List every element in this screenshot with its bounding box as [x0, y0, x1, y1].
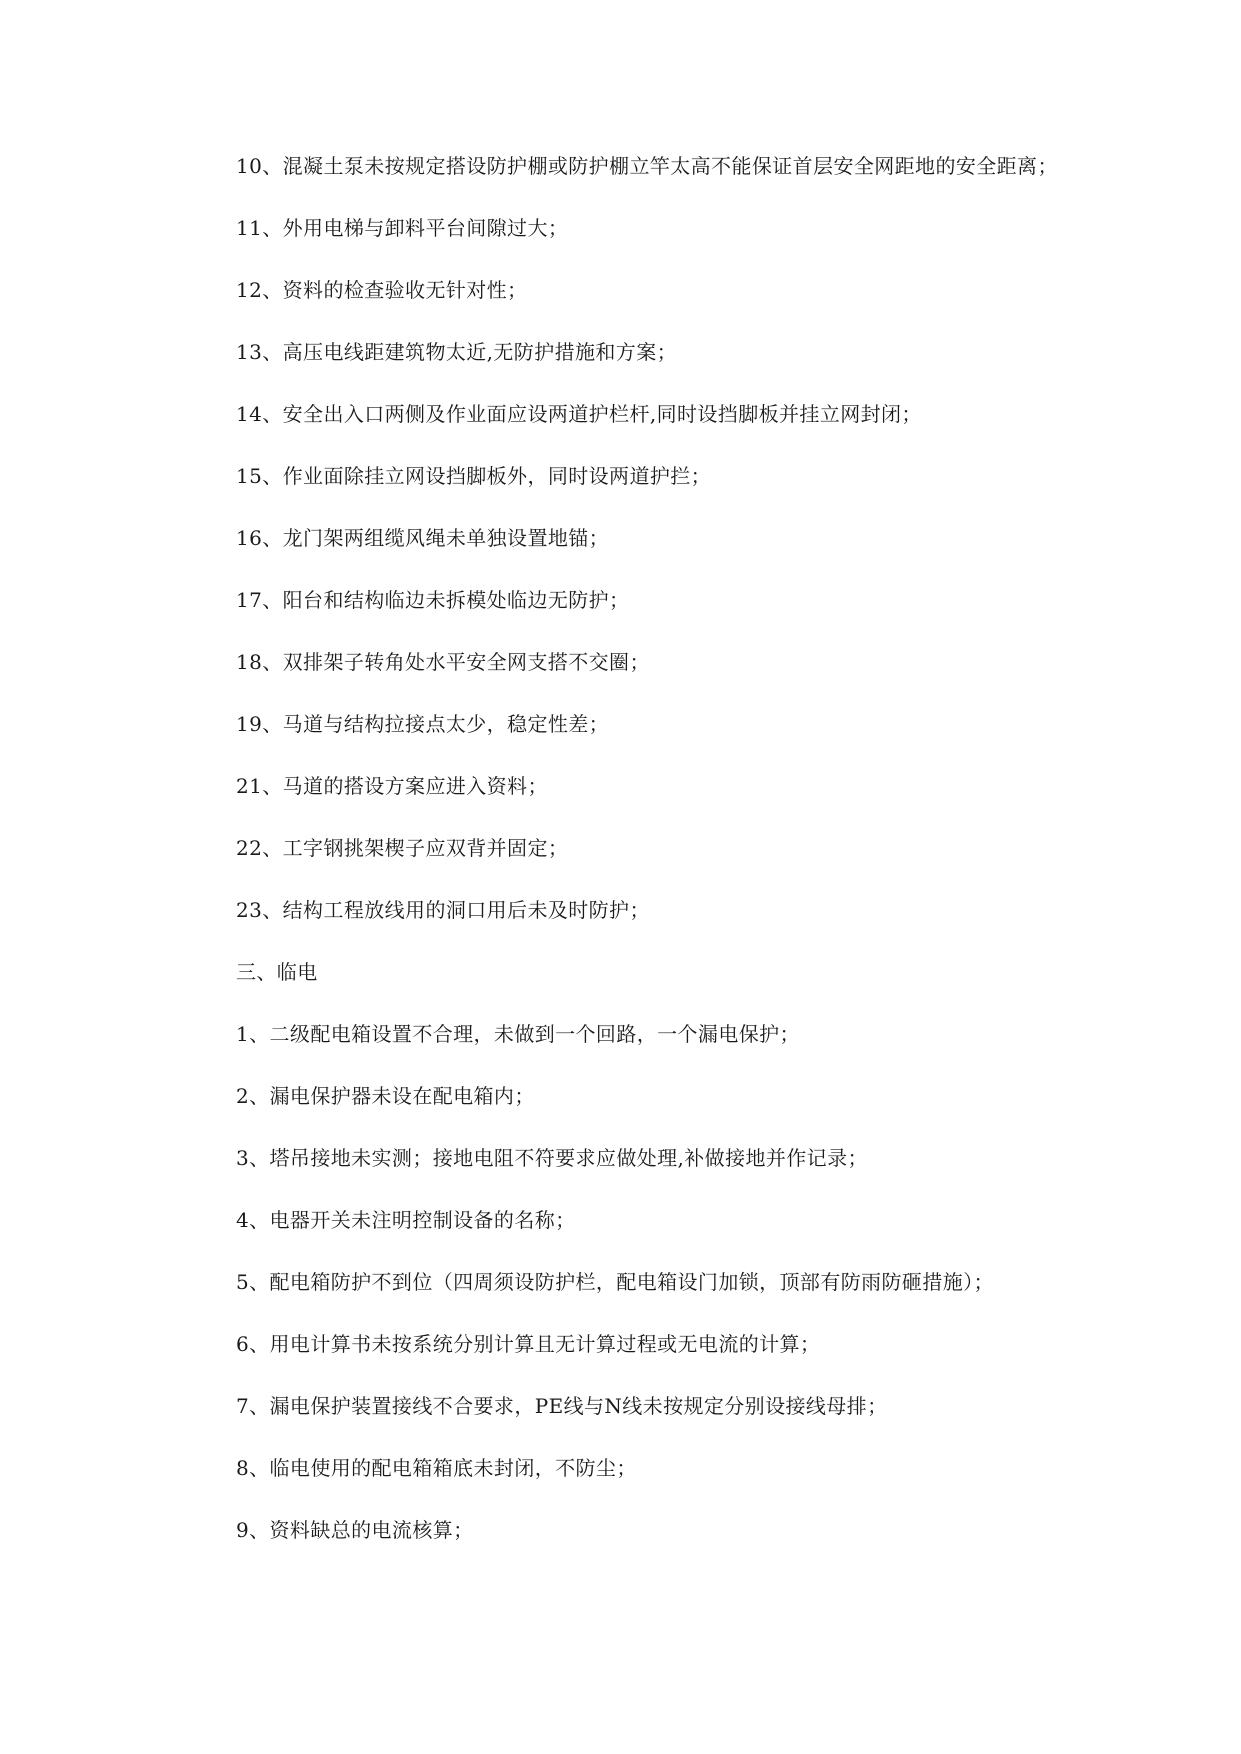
item-12-paragraph: 12、资料的检查验收无针对性；: [236, 278, 528, 302]
electric-item-9-paragraph: 9、资料缺总的电流核算；: [236, 1518, 474, 1542]
item-17-paragraph: 17、阳台和结构临边未拆模处临边无防护；: [236, 588, 630, 612]
electric-item-5-paragraph: 5、配电箱防护不到位（四周须设防护栏，配电箱设门加锁，顶部有防雨防砸措施）；: [236, 1270, 994, 1294]
item-15-paragraph: 15、作业面除挂立网设挡脚板外，同时设两道护拦；: [236, 464, 712, 488]
document-body: [188, 148, 1058, 1549]
electric-item-8-paragraph: 8、临电使用的配电箱箱底未封闭，不防尘；: [236, 1456, 637, 1480]
electric-item-2-paragraph: 2、漏电保护器未设在配电箱内；: [236, 1084, 535, 1108]
section-heading-temporary-electricity: 三、临电: [236, 960, 318, 984]
electric-item-3-paragraph: 3、塔吊接地未实测；接地电阻不符要求应做处理,补做接地并作记录；: [236, 1146, 868, 1170]
item-18-paragraph: 18、双排架子转角处水平安全网支搭不交圈；: [236, 650, 650, 674]
item-13-paragraph: 13、高压电线距建筑物太近,无防护措施和方案；: [236, 340, 678, 364]
electric-item-6-paragraph: 6、用电计算书未按系统分别计算且无计算过程或无电流的计算；: [236, 1332, 821, 1356]
item-11-paragraph: 11、外用电梯与卸料平台间隙过大；: [236, 216, 569, 240]
item-19-paragraph: 19、马道与结构拉接点太少，稳定性差；: [236, 712, 610, 736]
item-16-paragraph: 16、龙门架两组缆风绳未单独设置地锚；: [236, 526, 610, 550]
item-21-paragraph: 21、马道的搭设方案应进入资料；: [236, 774, 548, 798]
item-22-paragraph: 22、工字钢挑架楔子应双背并固定；: [236, 836, 569, 860]
electric-item-1-paragraph: 1、二级配电箱设置不合理，未做到一个回路，一个漏电保护；: [236, 1022, 800, 1046]
electric-item-4-paragraph: 4、电器开关未注明控制设备的名称；: [236, 1208, 576, 1232]
item-14-paragraph: 14、安全出入口两侧及作业面应设两道护栏杆,同时设挡脚板并挂立网封闭；: [236, 402, 922, 426]
electric-item-7-paragraph: 7、漏电保护装置接线不合要求，PE线与N线未按规定分别设接线母排；: [236, 1394, 888, 1418]
item-23-paragraph: 23、结构工程放线用的洞口用后未及时防护；: [236, 898, 650, 922]
item-10-paragraph: 10、混凝土泵未按规定搭设防护棚或防护棚立竿太高不能保证首层安全网距地的安全距离；: [236, 154, 1058, 178]
